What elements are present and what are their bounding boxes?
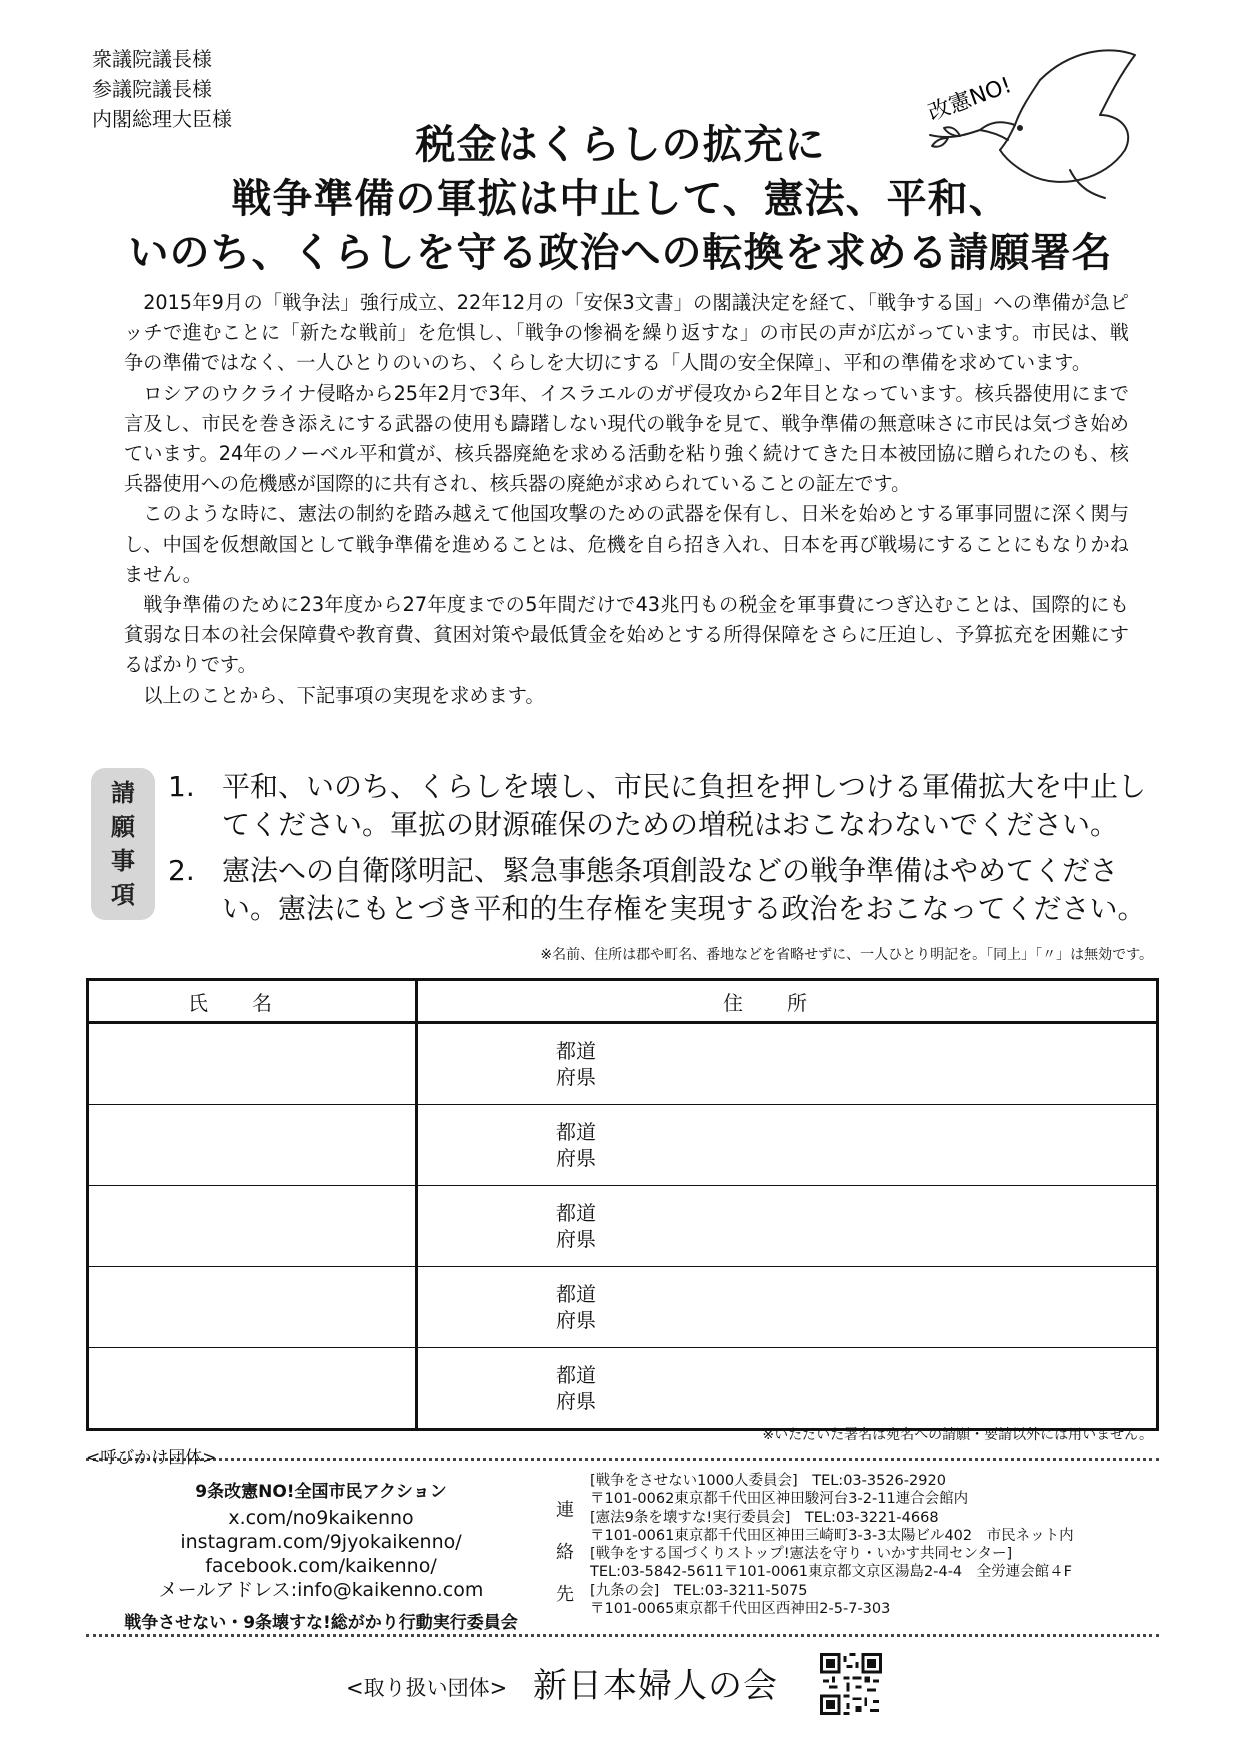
addressee: 衆議院議長様	[92, 47, 212, 71]
request-item	[168, 768, 1168, 844]
body-paragraph: 2015年9月の「戦争法」強行成立、22年12月の「安保3文書」の閣議決定を経て、「戦争する国」への準備が急ピッチで進むことに「新たな戦前」を危惧し、「戦争の惨禍を繰り返すな」の市民の声が広がっています。市民は、戦争の準備ではなく、一人ひとりのいのち、くらしを大切にする「人間の安全保障」、平和の準備を求めています。	[124, 291, 1129, 375]
request-items-label	[91, 768, 155, 920]
body-paragraph: このような時に、憲法の制約を踏み越えて他国攻撃のための武器を保有し、日米を始めとする軍事同盟に深く関与し、中国を仮想敵国として戦争準備を進めることは、危機を自ら招き入れ、日本を再び戦場にすることにもなりかねません。	[124, 502, 1129, 586]
title-line: いのち、くらしを守る政治への転換を求める請願署名	[128, 230, 1113, 276]
privacy-note: ※いただいた署名は宛名への請願・要請以外には用いません。	[762, 1427, 1153, 1443]
name-column-header: 氏名	[88, 980, 417, 1023]
name-field[interactable]	[88, 1105, 417, 1186]
contact-label: 連 絡 先	[556, 1500, 574, 1605]
request-number: 2.	[168, 854, 195, 887]
label-char: 事	[111, 847, 135, 875]
label-char: 請	[111, 779, 135, 807]
request-list	[168, 768, 1168, 936]
petition-title	[0, 118, 1241, 280]
table-row	[88, 1267, 1158, 1348]
contact-line: [憲法9条を壊すな!実行委員会] TEL:03-3221-4668	[590, 1509, 939, 1526]
organizer-name: 9条改憲NO!全国市民アクション	[195, 1482, 447, 1502]
table-header-row	[88, 980, 1158, 1023]
contact-line: [九条の会] TEL:03-3211-5075	[590, 1582, 808, 1599]
contact-list	[590, 1472, 1074, 1618]
address-field[interactable]	[417, 1105, 1158, 1186]
prefecture-label: 都道 府県	[556, 1282, 596, 1332]
handling-org-label: <取り扱い団体>	[346, 1676, 508, 1700]
organizer-x-link[interactable]: x.com/no9kaikenno	[228, 1507, 414, 1529]
petition-body	[124, 288, 1129, 711]
request-item	[168, 852, 1168, 928]
qr-code-icon[interactable]	[820, 1653, 882, 1715]
table-row	[88, 1348, 1158, 1430]
name-field[interactable]	[88, 1023, 417, 1105]
label-char: 願	[111, 813, 135, 841]
name-field[interactable]	[88, 1348, 417, 1430]
label-char: 項	[111, 881, 135, 909]
organizer-facebook-link[interactable]: facebook.com/kaikenno/	[205, 1555, 437, 1577]
organizer-committee: 戦争させない・9条壊すな!総がかり行動実行委員会	[124, 1613, 518, 1633]
dotted-divider	[86, 1458, 1159, 1461]
address-field[interactable]	[417, 1023, 1158, 1105]
contact-line: 〒101-0062東京都千代田区神田駿河台3-2-11連合会館内	[590, 1491, 969, 1508]
title-line: 税金はくらしの拡充に	[415, 122, 826, 168]
address-field[interactable]	[417, 1348, 1158, 1430]
organizer-email[interactable]: メールアドレス:info@kaikenno.com	[158, 1579, 484, 1601]
title-line: 戦争準備の軍拡は中止して、憲法、平和、	[231, 176, 1010, 222]
address-column-header: 住所	[417, 980, 1158, 1023]
organizer-instagram-link[interactable]: instagram.com/9jyokaikenno/	[180, 1531, 462, 1553]
organizers-label: <呼びかけ団体>	[86, 1448, 217, 1468]
prefecture-label: 都道 府県	[556, 1201, 596, 1251]
dove-caption: 改憲NO!	[924, 72, 1015, 127]
handling-org-name: 新日本婦人の会	[533, 1666, 778, 1706]
address-field[interactable]	[417, 1267, 1158, 1348]
dotted-divider	[86, 1634, 1159, 1637]
organizer-info	[86, 1478, 556, 1638]
table-row	[88, 1186, 1158, 1267]
prefecture-label: 都道 府県	[556, 1120, 596, 1170]
prefecture-label: 都道 府県	[556, 1363, 596, 1413]
name-field[interactable]	[88, 1186, 417, 1267]
table-row	[88, 1105, 1158, 1186]
address-field[interactable]	[417, 1186, 1158, 1267]
request-text: 憲法への自衛隊明記、緊急事態条項創設などの戦争準備はやめてください。憲法にもとづき平和的生存権を実現する政治をおこなってください。	[222, 854, 1146, 925]
contact-line: 〒101-0065東京都千代田区西神田2-5-7-303	[590, 1601, 891, 1618]
name-field[interactable]	[88, 1267, 417, 1348]
contact-line: 〒101-0061東京都千代田区神田三崎町3-3-3太陽ビル402 市民ネット内	[590, 1527, 1074, 1544]
instruction-note: ※名前、住所は郡や町名、番地などを省略せずに、一人ひとり明記を。「同上」「〃」は無効です。	[540, 947, 1153, 963]
prefecture-label: 都道 府県	[556, 1039, 596, 1089]
contact-line: TEL:03-5842-5611〒101-0061東京都文京区湯島2-4-4 全労連会館４F	[590, 1564, 1072, 1581]
signature-table	[86, 978, 1159, 1431]
body-paragraph: ロシアのウクライナ侵略から25年2月で3年、イスラエルのガザ侵攻から2年目となっています。核兵器使用にまで言及し、市民を巻き添えにする武器の使用も躊躇しない現代の戦争を見て、戦争準備の無意味さに市民は気づき始めています。24年のノーベル平和賞が、核兵器廃絶を求める活動を粘り強く続けてきた日本被団協に贈られたのも、核兵器使用への危機感が国際的に共有され、核兵器の廃絶が求められていることの証左です。	[124, 381, 1129, 496]
contact-line: [戦争をする国づくりストップ!憲法を守り・いかす共同センター]	[590, 1546, 1013, 1563]
contact-line: [戦争をさせない1000人委員会] TEL:03-3526-2920	[590, 1473, 946, 1489]
body-paragraph: 戦争準備のために23年度から27年度までの5年間だけで43兆円もの税金を軍事費につぎ込むことは、国際的にも貧弱な日本の社会保障費や教育費、貧困対策や最低賃金を始めとする所得保障をさらに圧迫し、予算拡充を困難にするばかりです。	[124, 593, 1129, 677]
table-row	[88, 1023, 1158, 1105]
request-number: 1.	[168, 770, 195, 803]
body-paragraph: 以上のことから、下記事項の実現を求めます。	[143, 683, 545, 707]
request-text: 平和、いのち、くらしを壊し、市民に負担を押しつける軍備拡大を中止してください。軍拡の財源確保のための増税はおこなわないでください。	[222, 770, 1147, 841]
addressee: 内閣総理大臣様	[92, 107, 232, 131]
addressee: 参議院議長様	[92, 77, 212, 101]
